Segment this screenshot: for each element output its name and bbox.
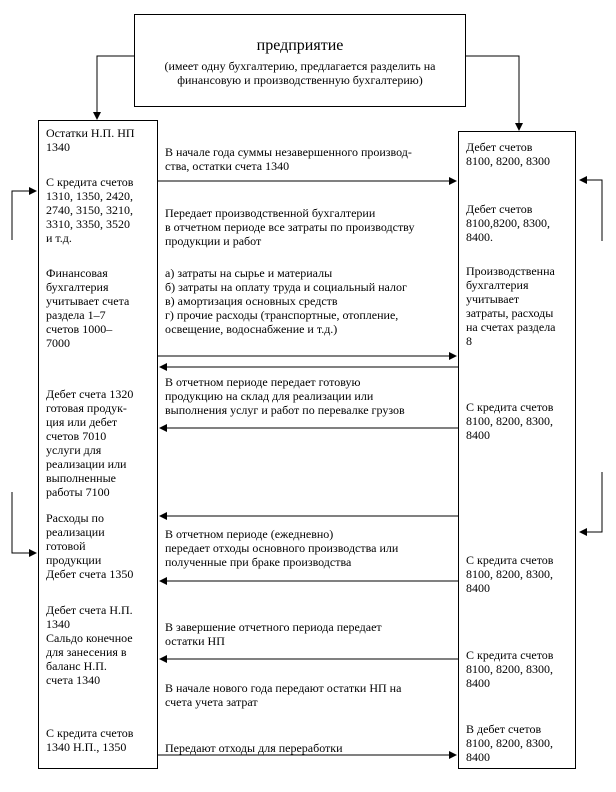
middle-text-8: Передают отходы для переработки <box>165 741 343 755</box>
right-text-3: Производственна бухгалтерия учитывает затраты, расходы на счетах раздела 8 <box>466 264 556 348</box>
middle-text-3: а) затраты на сырье и материалы б) затраты на оплату труда и социальный налог в) амортизация основных средств г) прочие расходы (транспортные, отопление, освещение, водоснабжение и т.д.) <box>165 266 407 336</box>
middle-text-6: В завершение отчетного периода передает остатки НП <box>165 620 382 648</box>
left-text-3: Финансовая бухгалтерия учитывает счета раздела 1–7 счетов 1000– 7000 <box>46 266 130 350</box>
right-text-2: Дебет счетов 8100,8200, 8300, 8400. <box>466 202 550 244</box>
right-text-4: С кредита счетов 8100, 8200, 8300, 8400 <box>466 400 554 442</box>
right-text-1: Дебет счетов 8100, 8200, 8300 <box>466 140 550 168</box>
left-feedback-1 <box>12 191 36 240</box>
arrow-top-to-left <box>97 56 134 119</box>
left-text-6: Дебет счета Н.П. 1340 Сальдо конечное для занесения в баланс Н.П. счета 1340 <box>46 603 133 687</box>
left-text-5: Расходы по реализации готовой продукции Дебет счета 1350 <box>46 511 134 581</box>
middle-text-4: В отчетном периоде передает готовую продукцию на склад для реализации или выполнения услуг и работ по перевалке грузов <box>165 375 405 417</box>
enterprise-title: предприятие <box>256 37 344 54</box>
left-text-4: Дебет счета 1320 готовая продук- ция или дебет счетов 7010 услуги для реализации или выполненные работы 7100 <box>46 387 134 499</box>
middle-text-1: В начале года суммы незавершенного производ- ства, остатки счета 1340 <box>165 145 412 173</box>
left-text-2: С кредита счетов 1310, 1350, 2420, 2740, 3150, 3210, 3310, 3350, 3520 и т.д. <box>46 175 134 245</box>
middle-text-7: В начале нового года передают остатки НП на счета учета затрат <box>165 681 402 709</box>
left-text-7: С кредита счетов 1340 Н.П., 1350 <box>46 726 134 754</box>
left-text-1: Остатки Н.П. НП 1340 <box>46 126 135 154</box>
right-text-5: С кредита счетов 8100, 8200, 8300, 8400 <box>466 553 554 595</box>
arrow-top-to-right <box>466 56 519 130</box>
left-feedback-2 <box>12 492 36 553</box>
right-feedback-2 <box>580 472 602 532</box>
right-text-6: С кредита счетов 8100, 8200, 8300, 8400 <box>466 648 554 690</box>
right-text-7: В дебет счетов 8100, 8200, 8300, 8400 <box>466 722 553 764</box>
enterprise-subtitle: (имеет одну бухгалтерию, предлагается разделить на финансовую и производственную бухгалтерию) <box>164 59 436 87</box>
middle-text-2: Передает производственной бухгалтерии в отчетном периоде все затраты по производству продукции и работ <box>165 206 415 248</box>
middle-text-5: В отчетном периоде (ежедневно) передает отходы основного производства или полученные при браке производства <box>165 527 399 569</box>
right-feedback-1 <box>580 180 602 241</box>
